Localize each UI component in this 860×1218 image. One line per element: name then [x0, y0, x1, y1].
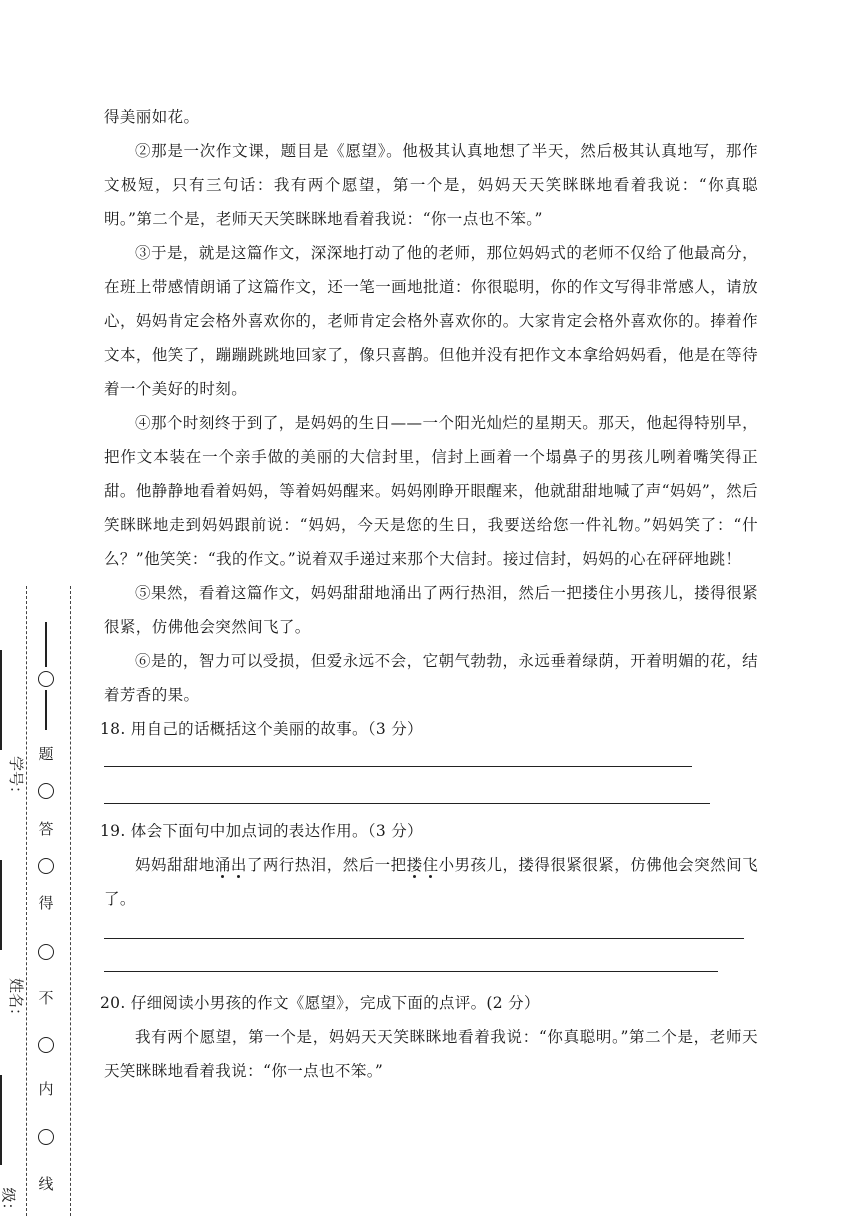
question-20-quote: 我有两个愿望，第一个是，妈妈天天笑眯眯地看着我说：“你真聪明。”第二个是，老师天天笑眯眯地看着我说：“你一点也不笨。” — [104, 1028, 758, 1080]
class-blank-line — [0, 1075, 2, 1165]
question-18: 18. 用自己的话概括这个美丽的故事。（3 分） — [100, 720, 423, 738]
emphasis-dot-char: 搂 — [406, 856, 423, 874]
margin-char-ti: 题 — [38, 745, 54, 763]
student-id-label: 学号： — [7, 755, 26, 802]
margin-char-bu: 不 — [38, 989, 54, 1007]
passage-paragraph-2: ②那是一次作文课，题目是《愿望》。他极其认真地想了半天，然后极其认真地写，那作文极短，只有三句话：我有两个愿望，第一个是，妈妈天天笑眯眯地看着我说：“你真聪明。”第二个是，老师天天笑眯眯地看着我说：“你一点也不笨。” — [104, 142, 758, 228]
name-blank-line — [0, 860, 2, 950]
answer-line-18b[interactable] — [104, 803, 710, 804]
q19-text-b: 了两行热泪，然后一把 — [246, 856, 407, 874]
margin-rule — [45, 622, 47, 667]
passage-paragraph-3: ③于是，就是这篇作文，深深地打动了他的老师，那位妈妈式的老师不仅给了他最高分，在班上带感情朗诵了这篇作文，还一笔一画地批道：你很聪明，你的作文写得非常感人，请放心，妈妈肯定会格外喜欢你的，老师肯定会格外喜欢你的。大家肯定会格外喜欢你的。捧着作文本，他笑了，蹦蹦跳跳地回家了，像只喜鹊。但他并没有把作文本拿给妈妈看，他是在等待着一个美好的时刻。 — [104, 244, 758, 398]
student-id-blank-line — [0, 650, 2, 750]
name-label: 姓名： — [7, 977, 26, 1024]
question-19-sentence — [104, 848, 758, 916]
passage-paragraph-6: ⑥是的，智力可以受损，但爱永远不会，它朝气勃勃，永远垂着绿荫，开着明媚的花，结着芳香的果。 — [104, 652, 758, 704]
dashed-cut-line-outer — [26, 586, 27, 1216]
margin-circle — [38, 858, 54, 874]
margin-char-nei: 内 — [38, 1080, 54, 1098]
margin-char-de: 得 — [38, 894, 54, 912]
exam-content — [100, 100, 758, 1088]
emphasis-dot-char: 住 — [422, 856, 439, 874]
q19-text-c: 小男孩儿，搂得很紧很紧，仿佛他会突然间飞了。 — [104, 856, 758, 908]
question-19: 19. 体会下面句中加点词的表达作用。（3 分） — [100, 822, 423, 840]
margin-char-da: 答 — [38, 820, 54, 838]
margin-circle — [38, 783, 54, 799]
passage-paragraph-4: ④那个时刻终于到了，是妈妈的生日——一个阳光灿烂的星期天。那天，他起得特别早，把作文本装在一个亲手做的美丽的大信封里，信封上画着一个塌鼻子的男孩儿咧着嘴笑得正甜。他静静地看着妈妈，等着妈妈醒来。妈妈刚睁开眼醒来，他就甜甜地喊了声“妈妈”，然后笑眯眯地走到妈妈跟前说：“妈妈，今天是您的生日，我要送给您一件礼物。”妈妈笑了：“什么？”他笑笑：“我的作文。”说着双手递过来那个大信封。接过信封，妈妈的心在砰砰地跳！ — [104, 414, 758, 568]
answer-line-19b[interactable] — [104, 971, 718, 972]
margin-circle — [38, 1037, 54, 1053]
margin-circle — [38, 944, 54, 960]
question-20: 20. 仔细阅读小男孩的作文《愿望》，完成下面的点评。(2 分） — [100, 994, 540, 1012]
passage-paragraph-5: ⑤果然，看着这篇作文，妈妈甜甜地涌出了两行热泪，然后一把搂住小男孩儿，搂得很紧很紧，仿佛他会突然间飞了。 — [104, 584, 758, 636]
margin-rule — [45, 690, 47, 730]
q19-text-a: 妈妈甜甜地 — [135, 856, 215, 874]
emphasis-dot-char: 出 — [230, 856, 247, 874]
margin-char-xian: 线 — [38, 1175, 54, 1193]
class-label: 级： — [0, 1187, 18, 1218]
passage-paragraph-1-tail: 得美丽如花。 — [104, 108, 200, 126]
margin-circle — [38, 1129, 54, 1145]
emphasis-dot-char: 涌 — [214, 856, 231, 874]
margin-circle — [38, 671, 54, 687]
dashed-cut-line-inner — [70, 586, 71, 1216]
